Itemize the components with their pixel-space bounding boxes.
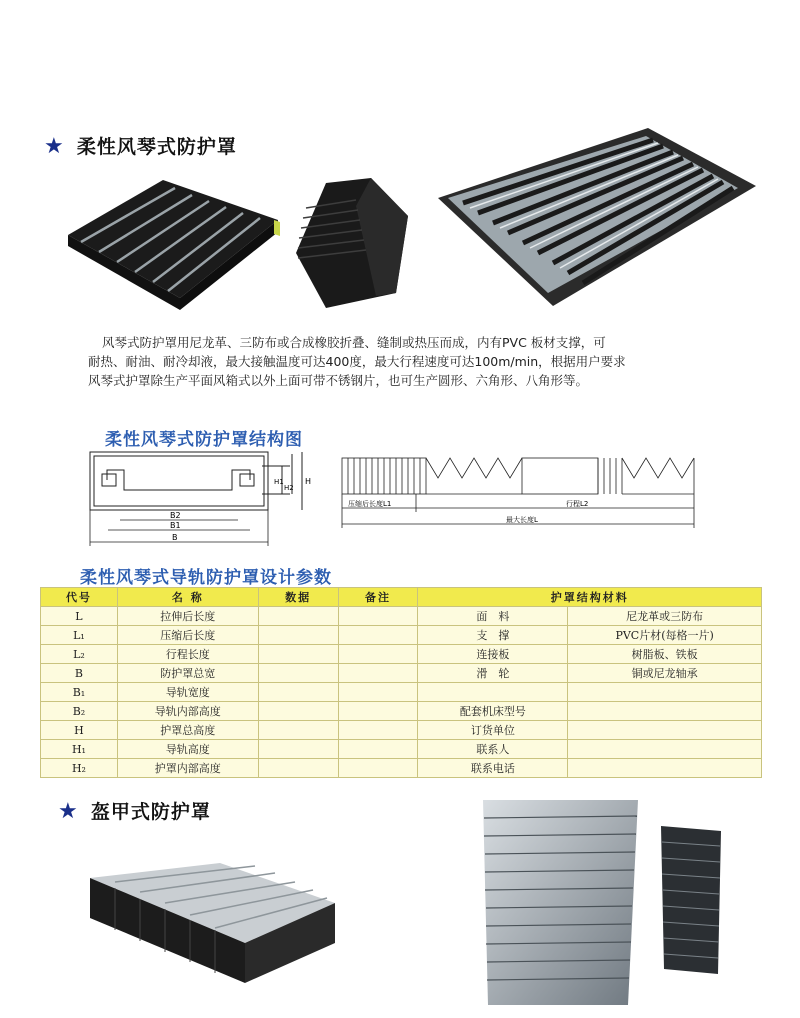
table-row [41, 607, 762, 626]
cell-name: 导轨宽度 [117, 683, 258, 702]
cell-order-label: 配套机床型号 [418, 702, 568, 721]
side-view-diagram [336, 450, 716, 530]
cell-name: 防护罩总宽 [117, 664, 258, 683]
label-b: B [172, 533, 178, 542]
armor-cover-photo [85, 858, 340, 988]
label-h1: H1 [274, 478, 284, 486]
cell-order-value[interactable] [568, 721, 762, 740]
cell-name: 拉伸后长度 [117, 607, 258, 626]
table-row [41, 683, 762, 702]
section-title: 盔甲式防护罩 [90, 801, 211, 823]
section-heading-2 [58, 797, 211, 824]
flat-bellows-photo [68, 180, 283, 310]
header-material: 护罩结构材料 [418, 588, 762, 607]
label-l1: 压缩后长度L1 [348, 500, 392, 508]
cell-code: B₁ [41, 683, 118, 702]
cell-name: 护罩内部高度 [117, 759, 258, 778]
intro-line: 耐热、耐油、耐冷却液，最大接触温度可达400度，最大行程速度可达100m/min，根据用户要求 [88, 354, 626, 369]
cell-data[interactable] [258, 759, 338, 778]
header-note: 备注 [338, 588, 418, 607]
cell-name: 导轨高度 [117, 740, 258, 759]
label-h2: H2 [284, 484, 294, 492]
cell-code: L₁ [41, 626, 118, 645]
cell-note[interactable] [338, 702, 418, 721]
cell-data[interactable] [258, 740, 338, 759]
cell-note[interactable] [338, 740, 418, 759]
cell-note[interactable] [338, 645, 418, 664]
cell-code: B [41, 664, 118, 683]
cell-material-value: 尼龙革或三防布 [568, 607, 762, 626]
cell-material-label: 连接板 [418, 645, 568, 664]
narrow-panel-photo [656, 826, 726, 976]
cell-code: H [41, 721, 118, 740]
cell-data[interactable] [258, 607, 338, 626]
header-name: 名 称 [117, 588, 258, 607]
cell-material-value: PVC片材(每格一片) [568, 626, 762, 645]
structure-title: 柔性风琴式防护罩结构图 [105, 430, 303, 450]
cell-material-label: 支 撑 [418, 626, 568, 645]
table-row [41, 702, 762, 721]
cell-material-label: 面 料 [418, 607, 568, 626]
table-header-row [41, 588, 762, 607]
table-row [41, 626, 762, 645]
label-h: H [305, 477, 312, 486]
cross-section-diagram [72, 450, 312, 552]
cell-code: L₂ [41, 645, 118, 664]
cell-note[interactable] [338, 607, 418, 626]
cell-order-label: 联系人 [418, 740, 568, 759]
cell-name: 压缩后长度 [117, 626, 258, 645]
cell-material-value: 树脂板、铁板 [568, 645, 762, 664]
header-data: 数据 [258, 588, 338, 607]
cell-order-value[interactable] [568, 702, 762, 721]
intro-line: 风琴式防护罩用尼龙革、三防布或合成橡胶折叠、缝制或热压而成，内有PVC 板材支撑，可 [102, 335, 606, 350]
cell-code: H₁ [41, 740, 118, 759]
cell-data[interactable] [258, 702, 338, 721]
cell-note[interactable] [338, 626, 418, 645]
corrugated-panel-photo [478, 800, 643, 1010]
cell-data[interactable] [258, 664, 338, 683]
params-title: 柔性风琴式导轨防护罩设计参数 [80, 568, 332, 588]
cell-material-value: 铜或尼龙轴承 [568, 664, 762, 683]
cell-code: B₂ [41, 702, 118, 721]
table-row [41, 664, 762, 683]
cell-note[interactable] [338, 721, 418, 740]
section-heading-1 [44, 132, 237, 159]
header-code: 代号 [41, 588, 118, 607]
cell-name: 护罩总高度 [117, 721, 258, 740]
intro-paragraph [88, 333, 788, 390]
cell-note[interactable] [338, 664, 418, 683]
params-table [40, 587, 762, 778]
cell-code: H₂ [41, 759, 118, 778]
label-b1: B1 [170, 521, 181, 530]
star-icon: ★ [44, 134, 64, 159]
cell-name: 导轨内部高度 [117, 702, 258, 721]
tapered-bellows-photo [296, 178, 411, 313]
cell-data[interactable] [258, 645, 338, 664]
section-title: 柔性风琴式防护罩 [76, 136, 237, 158]
cell-order-label: 联系电话 [418, 759, 568, 778]
cell-name: 行程长度 [117, 645, 258, 664]
cell-note[interactable] [338, 759, 418, 778]
cell-material-label: 滑 轮 [418, 664, 568, 683]
cell-order-label: 订货单位 [418, 721, 568, 740]
star-icon: ★ [58, 799, 78, 824]
cell-data[interactable] [258, 721, 338, 740]
cell-material-value [568, 683, 762, 702]
cell-order-value[interactable] [568, 740, 762, 759]
long-bellows-photo [438, 128, 758, 308]
intro-line: 风琴式护罩除生产平面风箱式以外上面可带不锈钢片，也可生产圆形、六角形、八角形等。 [88, 373, 589, 388]
table-row [41, 645, 762, 664]
cell-material-label [418, 683, 568, 702]
cell-data[interactable] [258, 683, 338, 702]
table-row [41, 740, 762, 759]
cell-code: L [41, 607, 118, 626]
cell-order-value[interactable] [568, 759, 762, 778]
cell-note[interactable] [338, 683, 418, 702]
table-row [41, 759, 762, 778]
table-row [41, 721, 762, 740]
label-b2: B2 [170, 511, 181, 520]
cell-data[interactable] [258, 626, 338, 645]
label-l2: 行程L2 [566, 500, 589, 508]
label-l: 最大长度L [506, 516, 538, 524]
